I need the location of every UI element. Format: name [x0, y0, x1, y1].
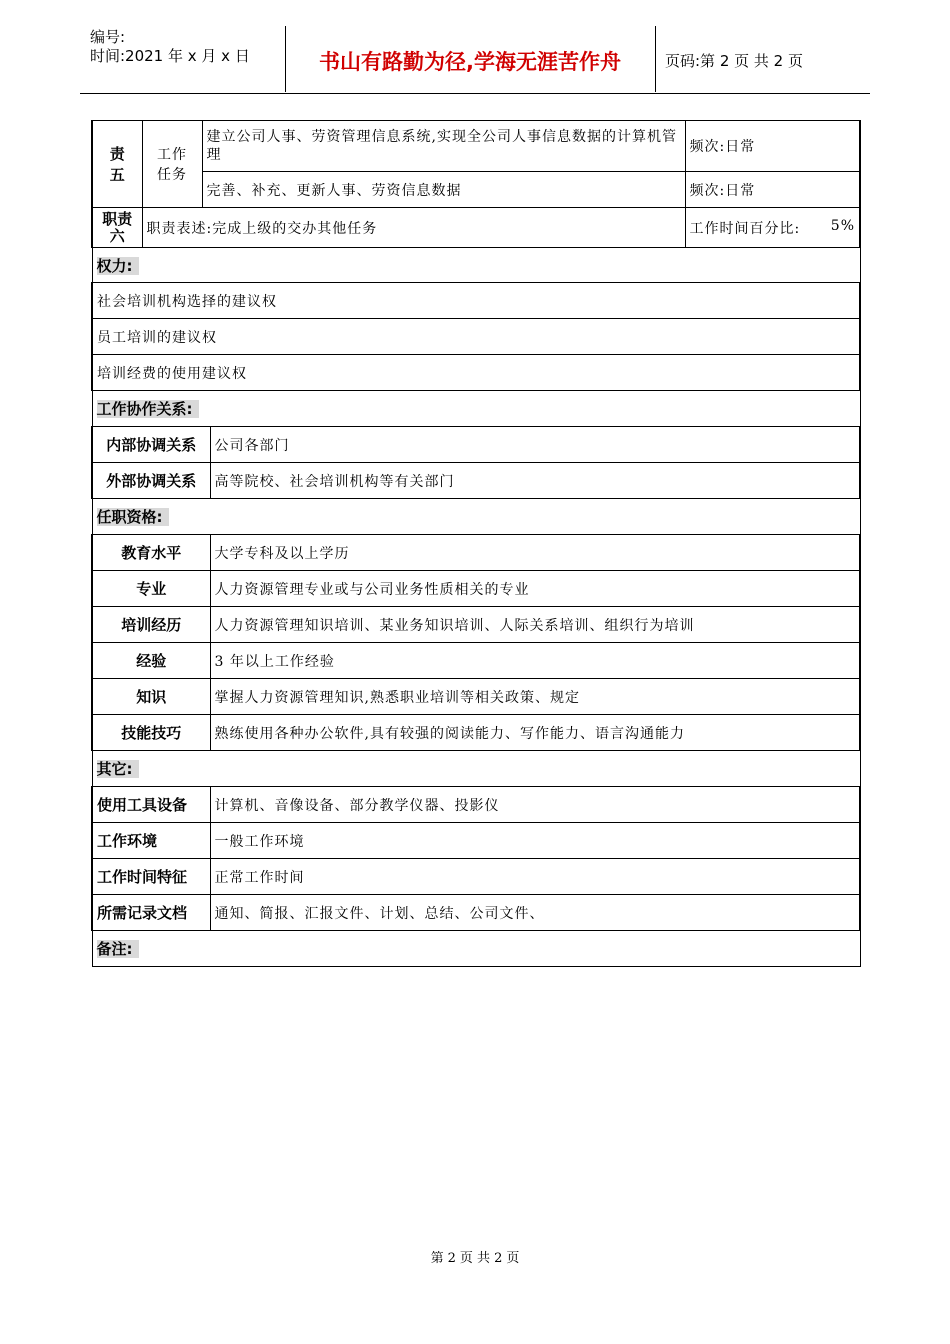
header-motto: 书山有路勤为径,学海无涯苦作舟 — [319, 50, 621, 74]
duty6-description: 职责表述:完成上级的交办其他任务 — [142, 208, 685, 248]
document-number-label: 编号: — [90, 28, 126, 46]
others-value: 计算机、音像设备、部分教学仪器、投影仪 — [210, 787, 860, 823]
others-label: 使用工具设备 — [92, 787, 210, 823]
others-label: 工作环境 — [92, 823, 210, 859]
qualification-label: 技能技巧 — [92, 715, 210, 751]
others-row — [92, 823, 860, 859]
qualification-row — [92, 715, 860, 751]
duty5-task: 建立公司人事、劳资管理信息系统,实现全公司人事信息数据的计算机管理 — [202, 121, 685, 172]
qualification-value: 人力资源管理专业或与公司业务性质相关的专业 — [210, 571, 860, 607]
qualification-value: 熟练使用各种办公软件,具有较强的阅读能力、写作能力、语言沟通能力 — [210, 715, 860, 751]
authority-row — [92, 355, 860, 391]
qualification-label: 教育水平 — [92, 535, 210, 571]
others-value: 通知、简报、汇报文件、计划、总结、公司文件、 — [210, 895, 860, 931]
others-label: 所需记录文档 — [92, 895, 210, 931]
others-label: 工作时间特征 — [92, 859, 210, 895]
document-time-label: 时间:2021 年 x 月 x 日 — [90, 47, 250, 65]
authority-section — [92, 248, 860, 283]
cooperation-title: 工作协作关系: — [92, 391, 860, 427]
cooperation-label: 外部协调关系 — [92, 463, 210, 499]
duty5-task-frequency: 频次:日常 — [685, 172, 860, 208]
qualification-value: 3 年以上工作经验 — [210, 643, 860, 679]
authority-title: 权力: — [92, 248, 860, 283]
header-left — [90, 28, 250, 66]
qualification-label: 知识 — [92, 679, 210, 715]
qualification-row — [92, 571, 860, 607]
qualification-row — [92, 535, 860, 571]
duty5-task: 完善、补充、更新人事、劳资信息数据 — [202, 172, 685, 208]
duty6-time-percent: 工作时间百分比: 5% — [685, 208, 860, 248]
qualification-value: 大学专科及以上学历 — [210, 535, 860, 571]
page-footer: 第 2 页 共 2 页 — [430, 1251, 520, 1266]
header-page-info: 页码:第 2 页 共 2 页 — [665, 52, 803, 70]
duty5-label: 责 五 — [92, 121, 142, 208]
qualification-row — [92, 679, 860, 715]
qualification-label: 专业 — [92, 571, 210, 607]
authority-row — [92, 319, 860, 355]
job-description-table — [91, 120, 861, 967]
cooperation-section — [92, 391, 860, 427]
cooperation-label: 内部协调关系 — [92, 427, 210, 463]
notes-section — [92, 931, 860, 967]
qualification-label: 经验 — [92, 643, 210, 679]
qualification-value: 掌握人力资源管理知识,熟悉职业培训等相关政策、规定 — [210, 679, 860, 715]
authority-item: 培训经费的使用建议权 — [92, 355, 860, 391]
authority-row — [92, 283, 860, 319]
authority-item: 员工培训的建议权 — [92, 319, 860, 355]
others-row — [92, 895, 860, 931]
duty5-sub-label: 工作 任务 — [142, 121, 202, 208]
others-row — [92, 859, 860, 895]
cooperation-value: 公司各部门 — [210, 427, 860, 463]
notes-title: 备注: — [92, 931, 860, 967]
header-divider — [655, 26, 656, 92]
page-header — [80, 24, 870, 94]
duty5-task-frequency: 频次:日常 — [685, 121, 860, 172]
duty5-row — [92, 121, 860, 172]
cooperation-value: 高等院校、社会培训机构等有关部门 — [210, 463, 860, 499]
qualification-title: 任职资格: — [92, 499, 860, 535]
cooperation-row — [92, 427, 860, 463]
duty6-row — [92, 208, 860, 248]
others-value: 正常工作时间 — [210, 859, 860, 895]
duty6-label: 职责 六 — [92, 208, 142, 248]
qualification-value: 人力资源管理知识培训、某业务知识培训、人际关系培训、组织行为培训 — [210, 607, 860, 643]
authority-item: 社会培训机构选择的建议权 — [92, 283, 860, 319]
header-rule — [80, 93, 870, 94]
duty5-row — [92, 172, 860, 208]
qualification-label: 培训经历 — [92, 607, 210, 643]
others-row — [92, 787, 860, 823]
cooperation-row — [92, 463, 860, 499]
others-section — [92, 751, 860, 787]
others-title: 其它: — [92, 751, 860, 787]
others-value: 一般工作环境 — [210, 823, 860, 859]
qualification-row — [92, 643, 860, 679]
qualification-section — [92, 499, 860, 535]
qualification-row — [92, 607, 860, 643]
